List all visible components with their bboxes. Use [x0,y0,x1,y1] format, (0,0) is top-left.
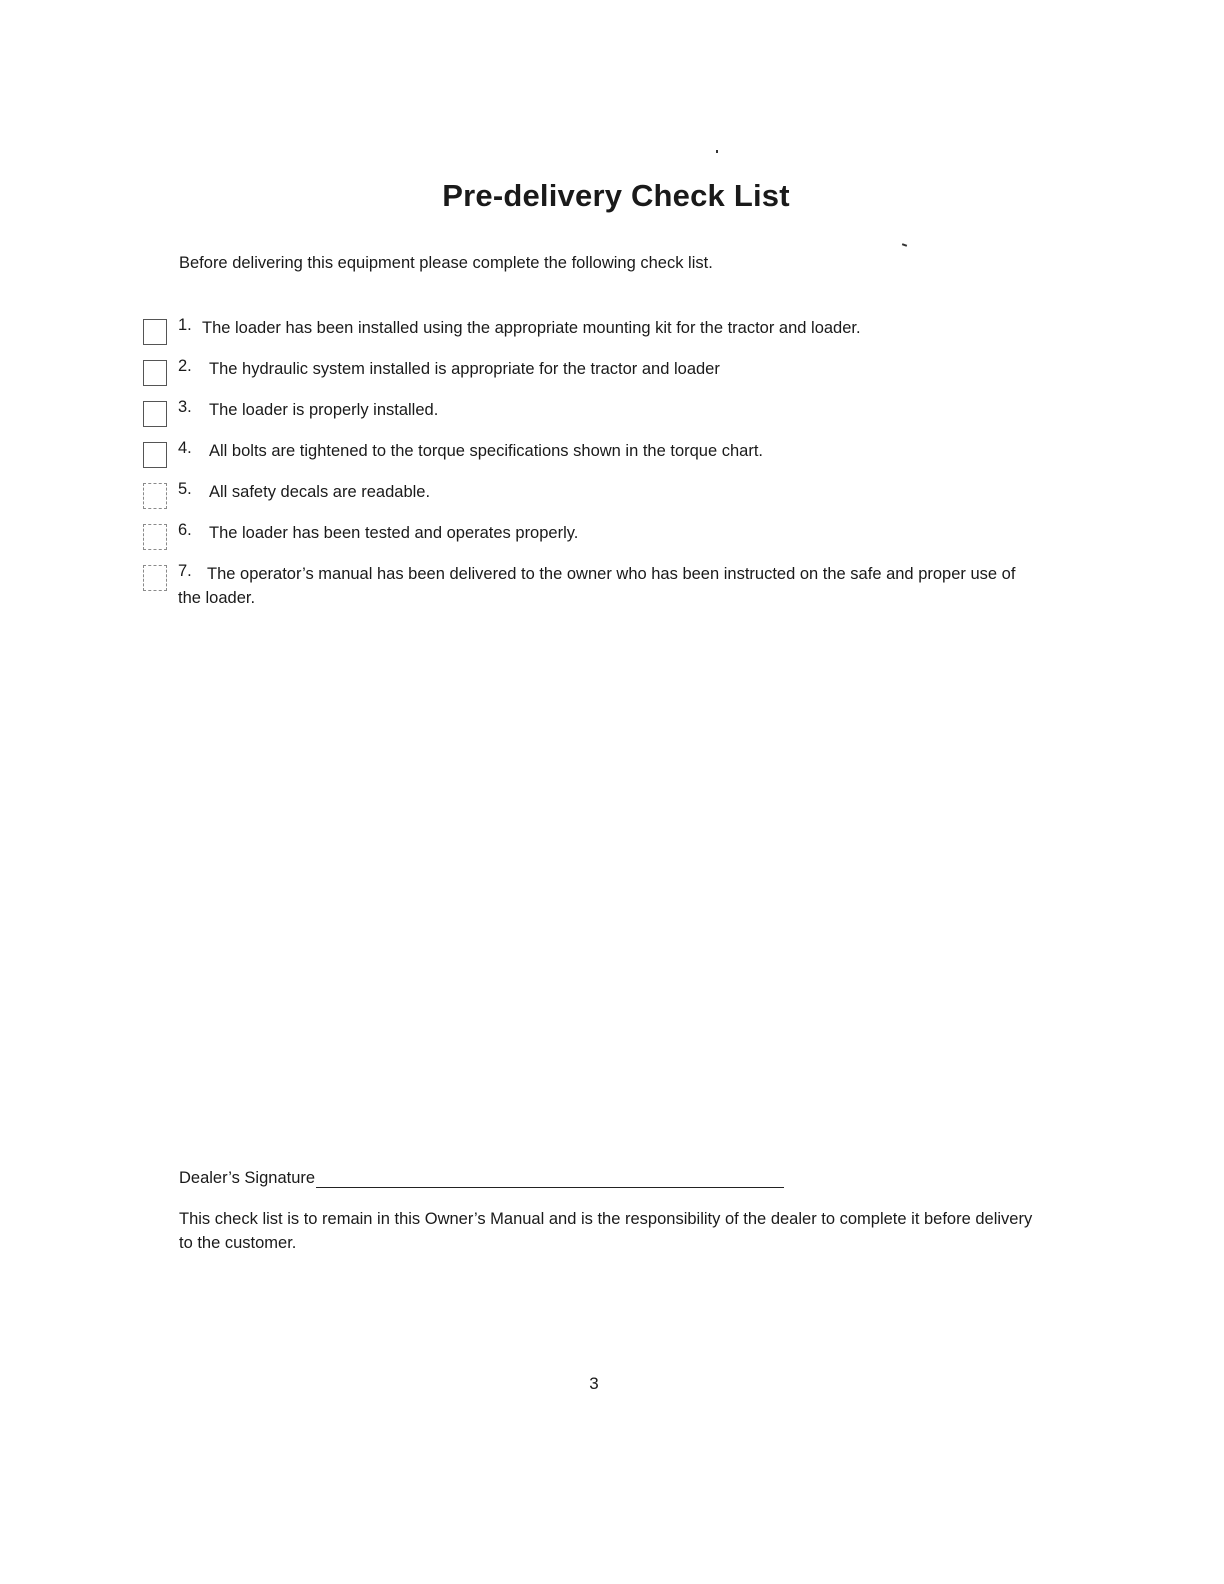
item-number: 3. [178,398,192,416]
checklist-item [141,355,1041,396]
checklist-item [141,478,1041,519]
item-text: All bolts are tightened to the torque specifications shown in the torque chart. [209,442,763,460]
checkbox-item-1[interactable] [143,319,167,345]
signature-label: Dealer’s Signature [179,1169,316,1187]
footer-note: This check list is to remain in this Owner’s Manual and is the responsibility of the dealer to complete it before delivery to the customer. [179,1210,1033,1252]
checkbox-item-7[interactable] [143,565,167,591]
signature-field[interactable] [316,1169,784,1188]
checklist-item [141,519,1041,560]
signature-row [179,1169,784,1188]
item-number: 7. [178,562,192,580]
page-number: 3 [589,1374,599,1393]
item-number: 2. [178,357,192,375]
scan-speck [716,150,718,153]
item-text: The hydraulic system installed is appropriate for the tractor and loader [209,360,720,378]
intro-text: Before delivering this equipment please complete the following check list. [179,254,713,272]
checkbox-item-5[interactable] [143,483,167,509]
item-text: The loader is properly installed. [209,401,439,419]
item-text: All safety decals are readable. [209,483,431,501]
checkbox-item-2[interactable] [143,360,167,386]
scan-speck [902,243,907,247]
item-text: The loader has been installed using the appropriate mounting kit for the tractor and loader. [202,319,861,337]
item-number: 4. [178,439,192,457]
checklist-item [141,437,1041,478]
checkbox-item-3[interactable] [143,401,167,427]
checkbox-item-4[interactable] [143,442,167,468]
checklist-item [141,314,1041,355]
item-number: 1. [178,316,192,334]
checkbox-item-6[interactable] [143,524,167,550]
item-number: 6. [178,521,192,539]
page-title: Pre-delivery Check List [442,178,790,213]
checklist [141,314,1041,610]
item-text: The operator’s manual has been delivered to the owner who has been instructed on the safe and proper use of the loader. [178,565,1016,607]
item-number: 5. [178,480,192,498]
checklist-item [141,560,1041,610]
checklist-item [141,396,1041,437]
item-text: The loader has been tested and operates properly. [209,524,579,542]
